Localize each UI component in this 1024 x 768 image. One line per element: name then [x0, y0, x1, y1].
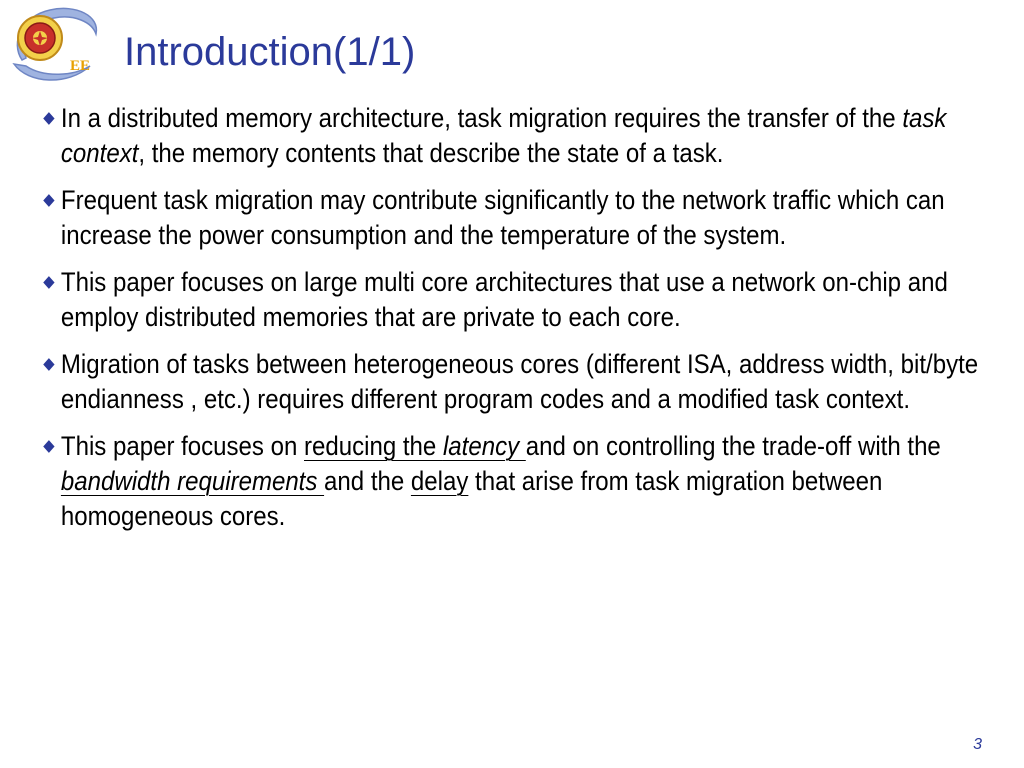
bullet-item — [44, 347, 1004, 417]
page-number: 3 — [973, 736, 982, 753]
bullet-list — [44, 101, 1004, 546]
bullet-item — [44, 429, 1004, 534]
bullet-text: This paper focuses on large multi core architectures that use a network on-chip and employ distributed memories that are private to each core. — [60, 267, 948, 332]
bullet-item — [44, 101, 1004, 171]
bullet-text: Frequent task migration may contribute significantly to the network traffic which can increase the power consumption and the temperature of the system. — [60, 185, 945, 250]
bullet-text: This paper focuses on — [60, 431, 305, 461]
university-logo-icon — [4, 2, 104, 88]
diamond-bullet-icon — [43, 358, 54, 371]
bullet-item — [44, 183, 1004, 253]
bullet-text: task context — [60, 103, 947, 168]
bullet-item — [44, 265, 1004, 335]
diamond-bullet-icon — [43, 276, 54, 289]
bullet-text: and the — [324, 466, 411, 496]
slide-title: Introduction(1/1) — [124, 30, 416, 74]
bullet-text: Migration of tasks between heterogeneous cores (different ISA, address width, bit/byte endianness , etc.) requires different program codes and a modified task context. — [60, 349, 979, 414]
diamond-bullet-icon — [43, 112, 54, 125]
bullet-text: that arise from task migration between homogeneous cores. — [60, 466, 883, 531]
bullet-text: , the memory contents that describe the state of a task. — [138, 138, 724, 168]
bullet-text: latency — [442, 431, 526, 461]
diamond-bullet-icon — [43, 194, 54, 207]
bullet-text: bandwidth requirements — [60, 466, 325, 496]
diamond-bullet-icon — [43, 440, 54, 453]
bullet-text: delay — [410, 466, 469, 496]
bullet-text: In a distributed memory architecture, task migration requires the transfer of the — [60, 103, 903, 133]
logo-label: EE — [70, 58, 91, 74]
bullet-text: and on controlling the trade-off with the — [525, 431, 941, 461]
bullet-text: reducing the — [304, 431, 443, 461]
